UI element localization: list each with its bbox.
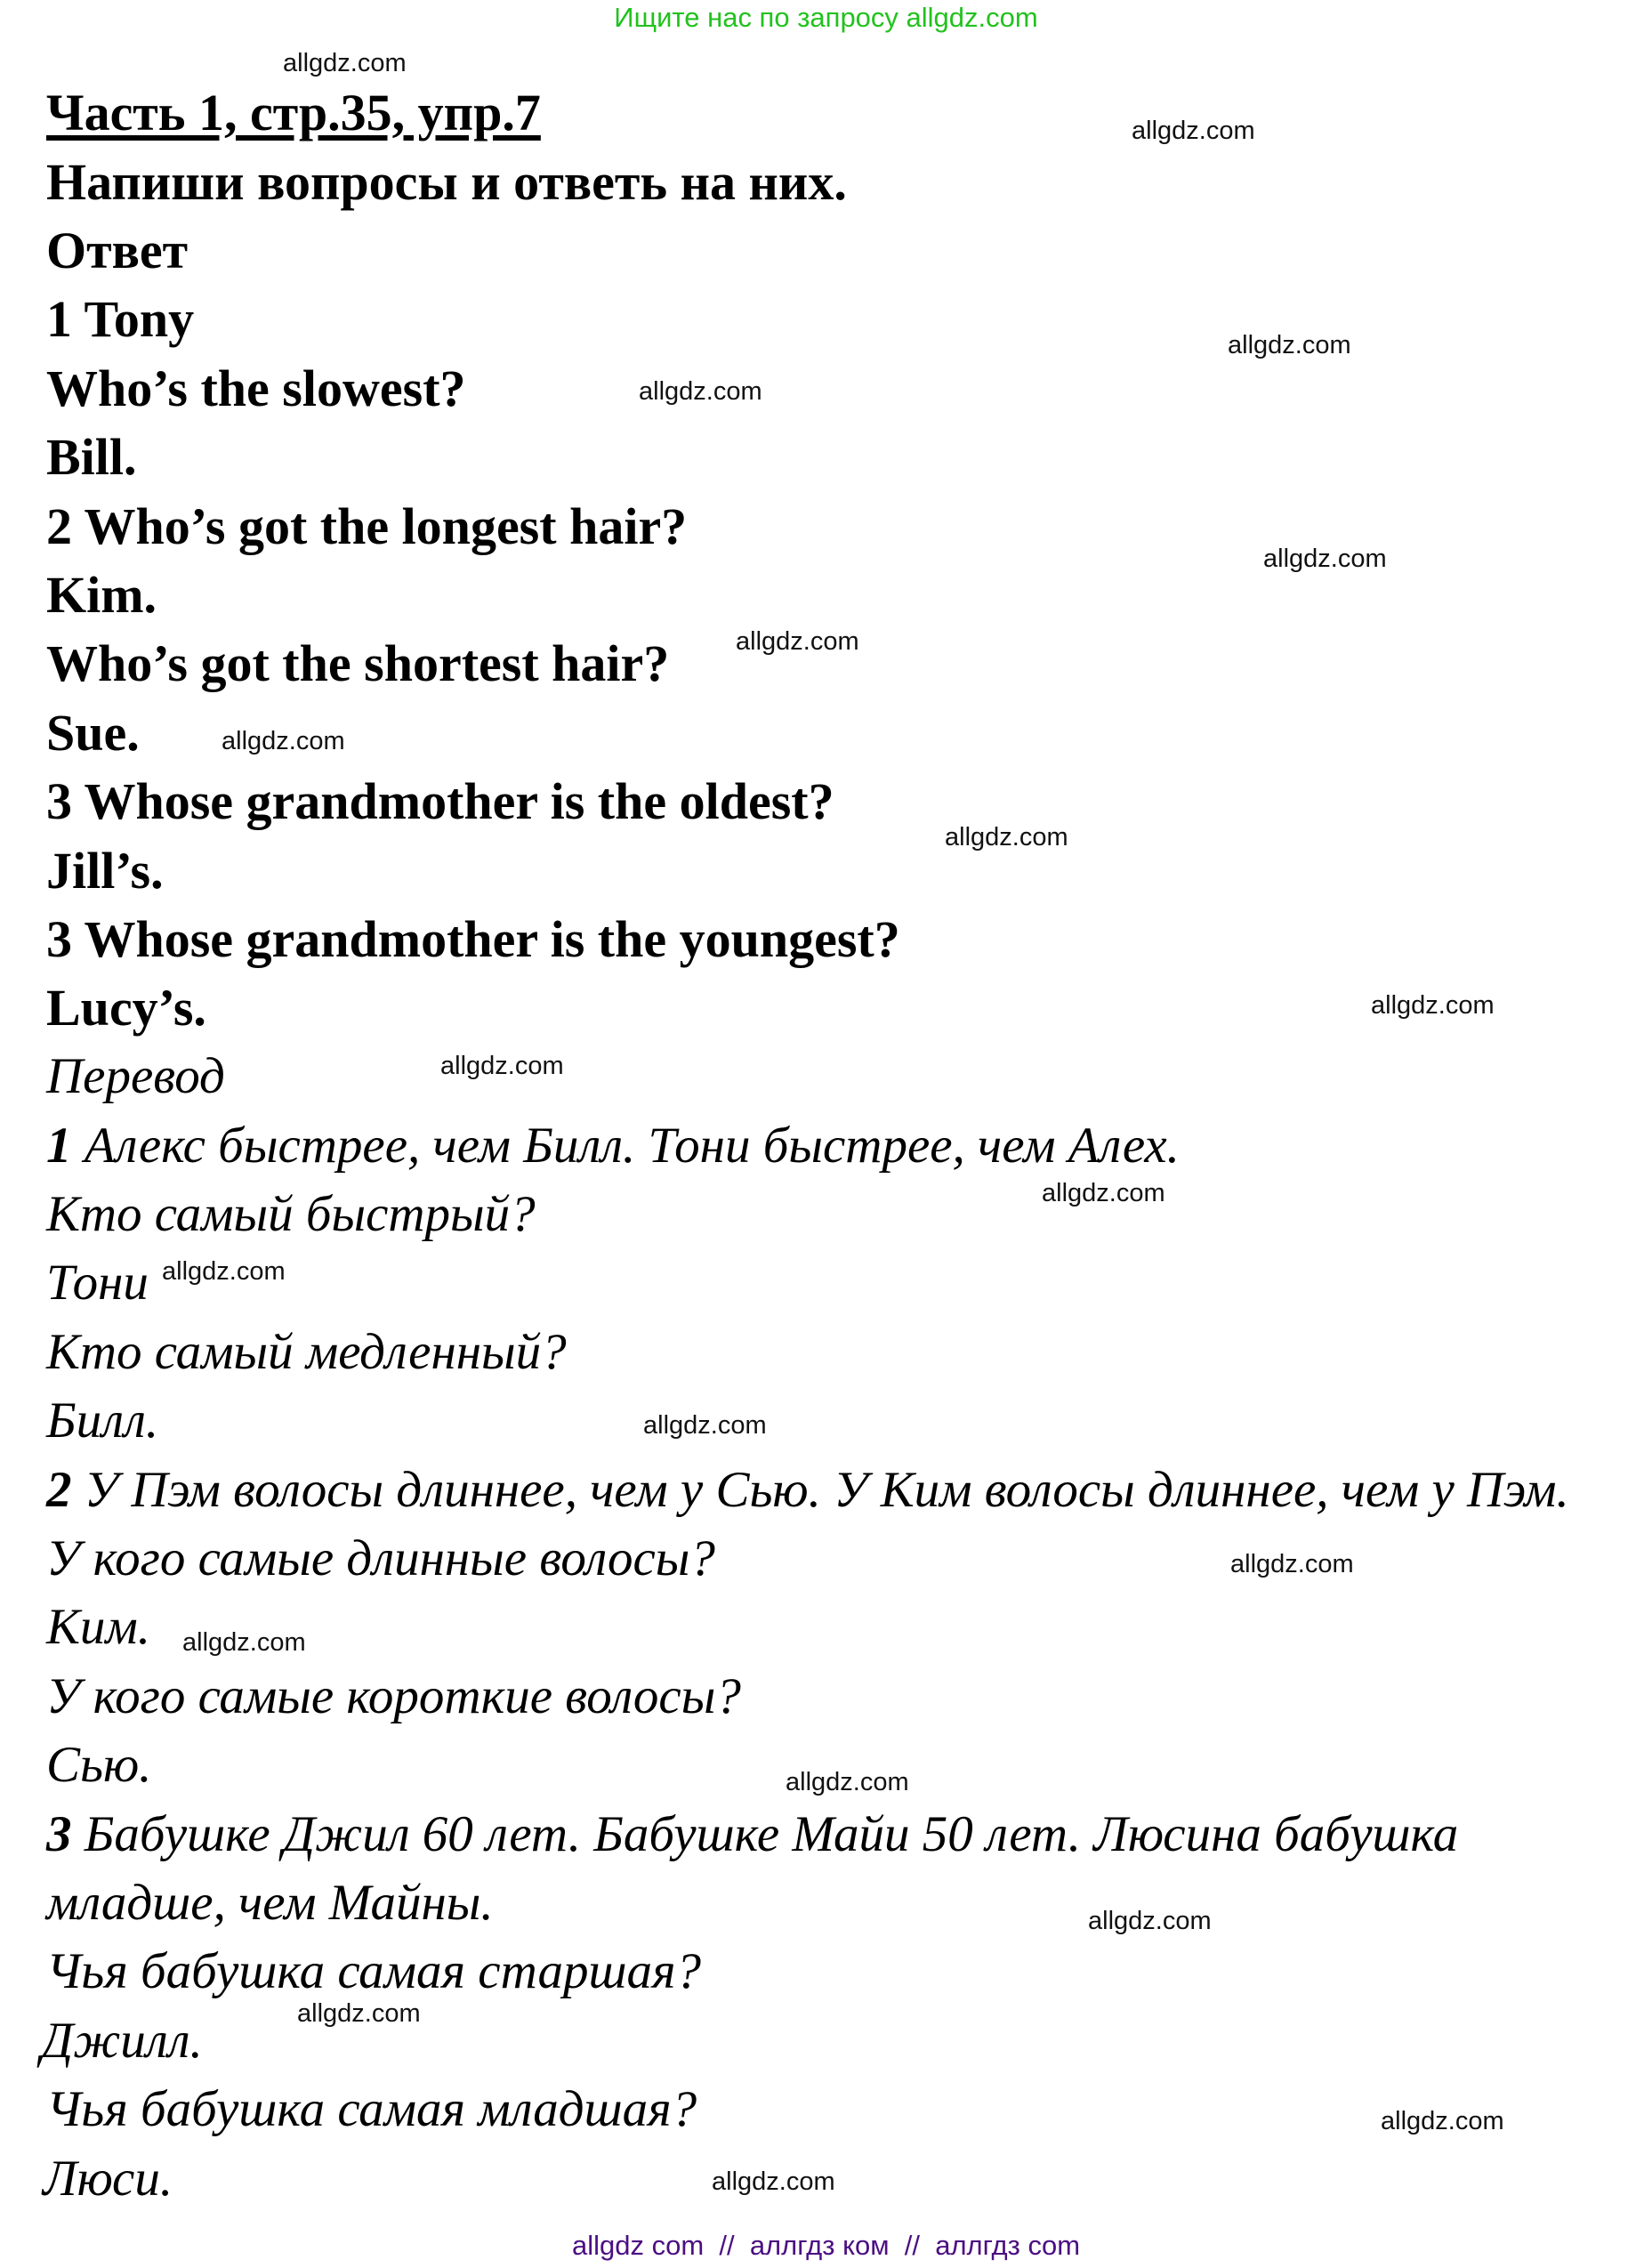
answer-line: 1 Tony (46, 290, 195, 348)
page-title: Часть 1, стр.35, упр.7 (46, 84, 541, 141)
translation-paragraph (46, 1804, 1458, 1866)
item-number: 3 (46, 1806, 72, 1862)
answer-line: Sue. (46, 704, 140, 762)
watermark: allgdz.com (643, 1411, 767, 1440)
watermark: allgdz.com (283, 49, 407, 77)
translation-label: Перевод (46, 1048, 225, 1104)
translation-question: Чья бабушка самая старшая? (46, 1943, 701, 1999)
watermark: allgdz.com (1230, 1550, 1354, 1578)
watermark: allgdz.com (712, 2167, 835, 2196)
answer-line: 2 Who’s got the longest hair? (46, 497, 688, 555)
item-number: 2 (46, 1462, 72, 1518)
answer-line: 3 Whose grandmother is the youngest? (46, 910, 900, 968)
site-footer: allgdz com // аллгдз ком // аллгдз com (571, 2230, 1081, 2261)
translation-answer: Тони (46, 1255, 149, 1311)
watermark: allgdz.com (182, 1628, 306, 1657)
answer-line: Who’s got the shortest hair? (46, 634, 670, 692)
answer-line: Lucy’s. (46, 979, 206, 1037)
watermark: allgdz.com (1132, 117, 1255, 145)
translation-text: Алекс быстрее, чем Билл. Тони быстрее, чем Алех. (71, 1118, 1180, 1174)
translation-text: младше, чем Майны. (46, 1875, 494, 1931)
translation-answer: Джилл. (41, 2013, 203, 2069)
watermark: allgdz.com (639, 377, 762, 406)
translation-paragraph (46, 1459, 1569, 1521)
watermark: allgdz.com (1042, 1179, 1165, 1207)
answer-line: Who’s the slowest? (46, 359, 466, 417)
translation-question: У кого самые длинные волосы? (46, 1530, 715, 1586)
translation-question: Чья бабушка самая младшая? (46, 2081, 697, 2137)
translation-text: Бабушке Джил 60 лет. Бабушке Майи 50 лет. Люсина бабушка (71, 1806, 1459, 1862)
translation-answer: Ким. (46, 1599, 150, 1655)
answer-line: Kim. (46, 566, 157, 624)
watermark: allgdz.com (162, 1257, 286, 1286)
instruction: Напиши вопросы и ответь на них. (46, 153, 847, 211)
answer-line: Bill. (46, 428, 137, 486)
watermark: allgdz.com (297, 1999, 421, 2028)
watermark: allgdz.com (945, 823, 1068, 852)
watermark: allgdz.com (1371, 991, 1495, 1020)
translation-paragraph (46, 1115, 1180, 1177)
watermark: allgdz.com (222, 727, 345, 755)
watermark: allgdz.com (1263, 545, 1387, 573)
watermark: allgdz.com (1228, 331, 1351, 359)
answer-line: Jill’s. (46, 842, 164, 900)
translation-answer: Люси. (43, 2151, 173, 2207)
item-number: 1 (46, 1118, 72, 1174)
translation-answer: Сью. (46, 1737, 152, 1793)
watermark: allgdz.com (786, 1768, 909, 1796)
answer-line: 3 Whose grandmother is the oldest? (46, 772, 834, 830)
site-banner: Ищите нас по запросу allgdz.com (614, 2, 1038, 33)
watermark: allgdz.com (1381, 2107, 1504, 2135)
translation-answer: Билл. (46, 1392, 159, 1449)
watermark: allgdz.com (736, 627, 859, 656)
watermark: allgdz.com (1088, 1907, 1212, 1935)
translation-question: Кто самый медленный? (46, 1324, 567, 1380)
answer-label: Ответ (46, 222, 189, 279)
translation-question: У кого самые короткие волосы? (46, 1668, 741, 1724)
watermark: allgdz.com (440, 1052, 564, 1080)
translation-text: У Пэм волосы длиннее, чем у Сью. У Ким волосы длиннее, чем у Пэм. (71, 1462, 1569, 1518)
translation-question: Кто самый быстрый? (46, 1186, 536, 1242)
